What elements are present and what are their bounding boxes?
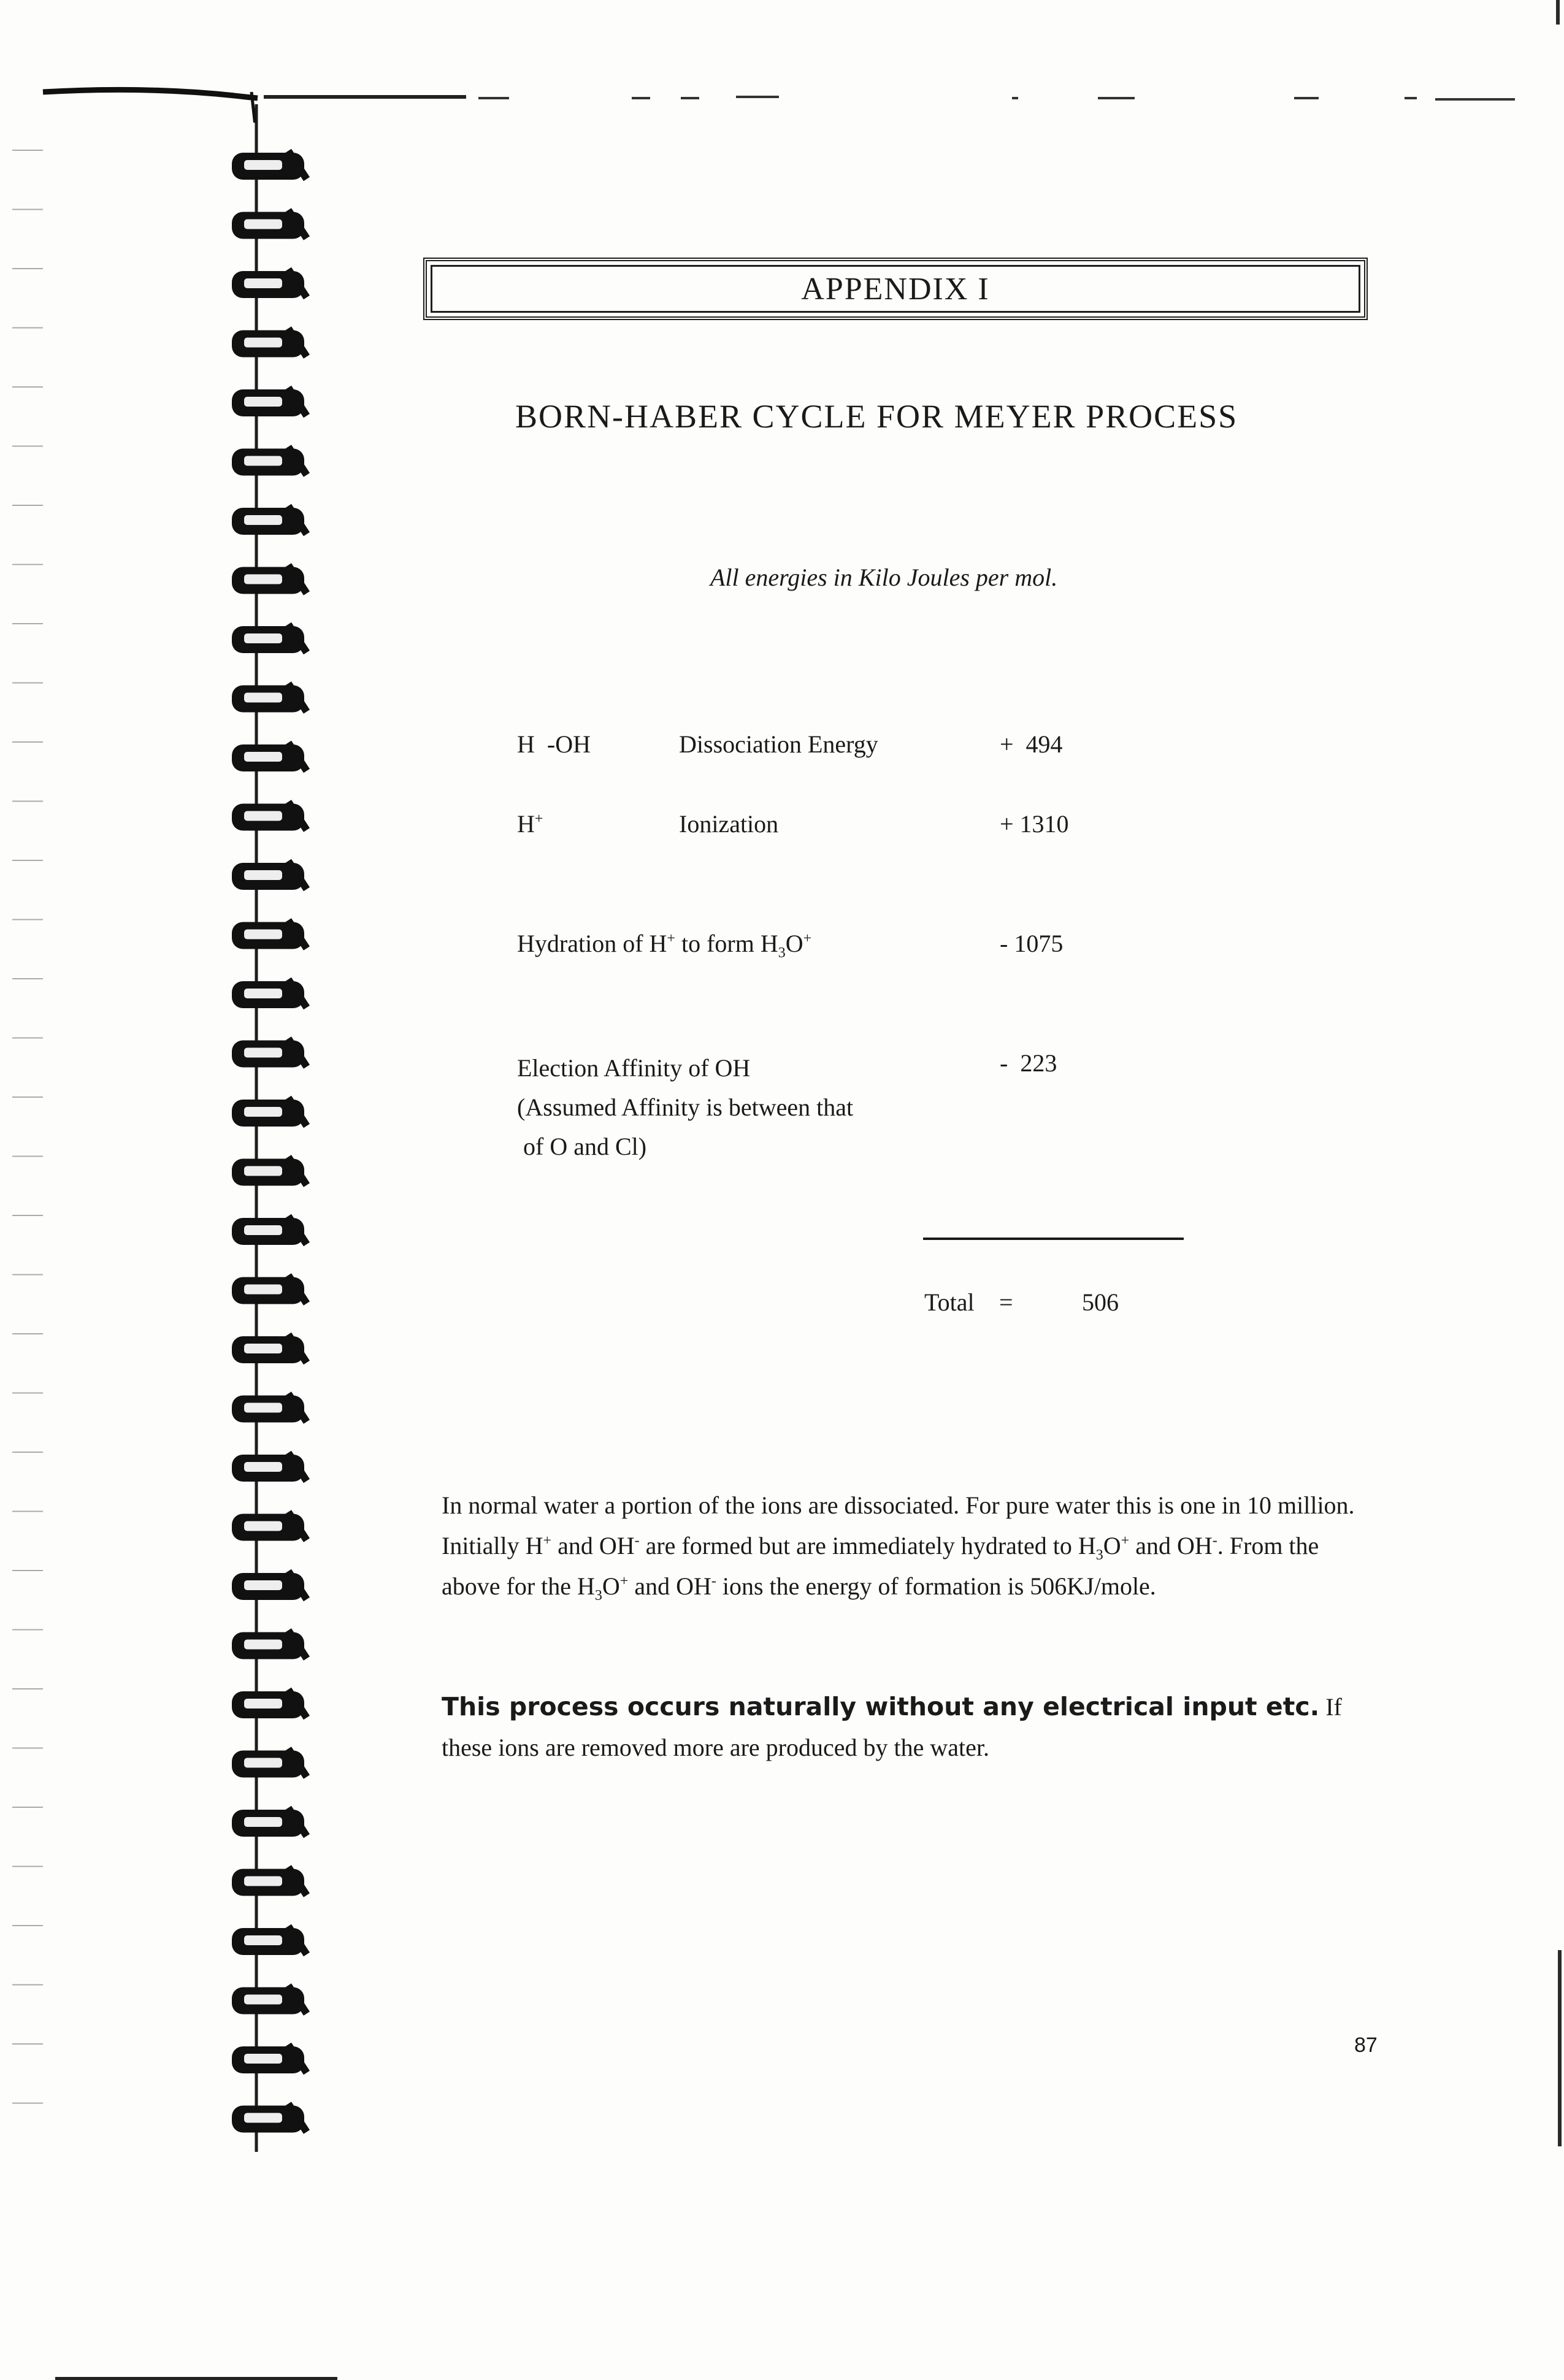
page-number: 87	[1354, 2034, 1378, 2057]
spiral-binding	[0, 0, 368, 2152]
row-value: - 223	[1000, 1049, 1057, 1077]
total-value: 506	[1082, 1288, 1119, 1316]
row-process: Ionization	[679, 810, 779, 838]
row-species: H+	[517, 810, 543, 838]
scan-footer-rule	[55, 2377, 337, 2380]
page-heading: BORN-HABER CYCLE FOR MEYER PROCESS	[515, 398, 1238, 435]
row-value: + 1310	[1000, 810, 1069, 838]
scan-edge-mark	[1558, 1950, 1562, 2146]
row-value: + 494	[1000, 730, 1063, 758]
conclusion-rest: If these ions are removed more are produced by the water.	[442, 1693, 1342, 1761]
binding-coils-graphic	[0, 0, 368, 2152]
row-species: H -OH	[517, 730, 591, 758]
row-description: Election Affinity of OH (Assumed Affinity is between that of O and Cl)	[517, 1054, 854, 1160]
total-label: Total	[924, 1288, 975, 1316]
total-equals: =	[999, 1288, 1013, 1316]
row-description: Hydration of H+ to form $H_3O^+$	[517, 930, 812, 961]
scan-header-rule	[0, 0, 1564, 123]
appendix-title: APPENDIX I	[431, 265, 1360, 313]
explanation-paragraph: In normal water a portion of the ions are dissociated. For pure water this is one in 10 million. Initially H+ and OH- are formed but are immediately hydrated to $H_3O^+$ and OH-. From the above for the $H_3O^+$ and OH- ions the energy of formation is 506KJ/mole.	[442, 1491, 1355, 1604]
row-value: - 1075	[1000, 930, 1064, 957]
conclusion-paragraph	[442, 1686, 1362, 1768]
total-rule	[923, 1238, 1184, 1240]
scan-edge-mark	[1556, 0, 1560, 25]
conclusion-bold-lead: This process occurs naturally without any electrical input etc.	[442, 1692, 1320, 1721]
units-note: All energies in Kilo Joules per mol.	[710, 564, 1058, 591]
appendix-title-box	[423, 258, 1368, 320]
row-process: Dissociation Energy	[679, 730, 878, 758]
